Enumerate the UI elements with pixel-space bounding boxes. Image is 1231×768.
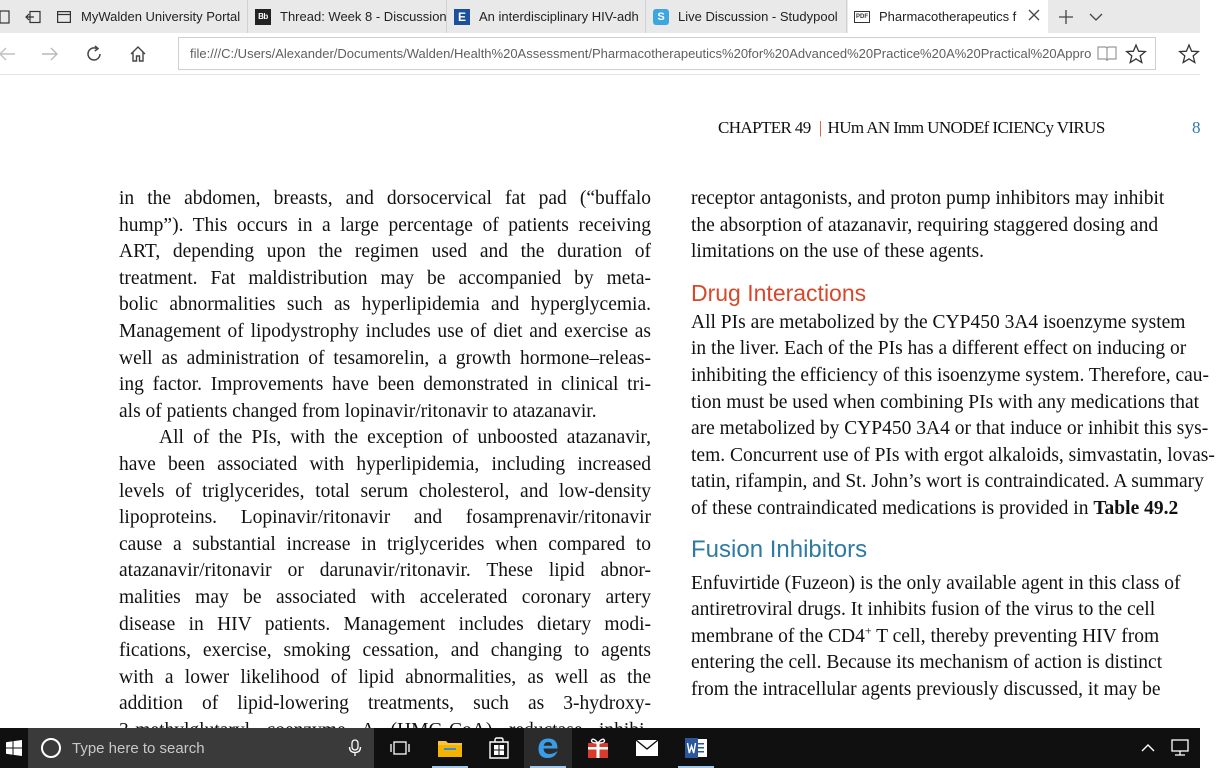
text-line: with a lower likelihood of lipid abnormalities, as well as the	[119, 666, 651, 688]
chapter-number: CHAPTER 49	[718, 118, 811, 137]
set-aside-tabs-icon[interactable]	[22, 0, 44, 33]
text-line: addition of lipid-lowering treatments, such as 3-hydroxy-	[119, 693, 651, 715]
e-icon: E	[454, 9, 470, 25]
tab-title: An interdisciplinary HIV-adh	[479, 9, 639, 24]
chevron-up-icon[interactable]	[1140, 740, 1156, 756]
text-line: malities may be associated with accelerated coronary artery	[119, 586, 651, 608]
pdf-icon: PDF	[854, 11, 870, 23]
text-line: are metabolized by CYP450 3A4 or that induce or inhibit this sys-	[691, 418, 1209, 440]
tab-title: Live Discussion - Studypool	[678, 9, 838, 24]
url-text[interactable]: file:///C:/Users/Alexander/Documents/Walden/Health%20Assessment/Pharmacotherapeutics%20for%20Advanced%20Practice%20A%20Practical%20Appro	[190, 46, 1092, 61]
address-bar[interactable]	[178, 37, 1156, 70]
text-line: All PIs are metabolized by the CYP450 3A4 isoenzyme system	[691, 311, 1186, 333]
text-line: have been associated with hyperlipidemia, including increased	[119, 453, 651, 475]
text-line: entering the cell. Because its mechanism of action is distinct	[691, 652, 1163, 674]
navigation-bar	[0, 33, 1200, 75]
left-column	[119, 186, 651, 744]
text-line: atazanavir/ritonavir or darunavir/ritonavir. These lipid abnor-	[119, 560, 651, 582]
word-icon[interactable]	[672, 728, 720, 768]
task-view-icon[interactable]	[376, 728, 424, 768]
text-line	[691, 624, 1231, 651]
text-line: the absorption of atazanavir, requiring staggered dosing and	[691, 214, 1159, 236]
table-reference-link[interactable]: Table 49.2	[1093, 497, 1179, 519]
favorites-hub-icon[interactable]	[1178, 43, 1200, 65]
text-line: lipoproteins. Lopinavir/ritonavir and fosamprenavir/ritonavir	[119, 507, 651, 529]
text-line: bolic abnormalities such as hyperlipidemia and hyperglycemia.	[119, 294, 651, 316]
text-line: ing factor. Improvements have been demonstrated in clinical tri-	[119, 374, 651, 396]
text-line: from the intracellular agents previously discussed, it may be	[691, 678, 1161, 700]
refresh-button[interactable]	[77, 38, 111, 70]
text-line: antiretroviral drugs. It inhibits fusion of the virus to the cell	[691, 599, 1156, 621]
text-line: tion must be used when combining PIs with any medications that	[691, 391, 1200, 413]
file-explorer-icon[interactable]	[426, 728, 474, 768]
tab-preview-icon[interactable]	[0, 0, 16, 33]
text-line: receptor antagonists, and proton pump inhibitors may inhibit	[691, 188, 1165, 209]
text-line: hump”). This occurs in a large percentage of patients receiving	[119, 214, 651, 236]
store-icon[interactable]	[475, 728, 523, 768]
new-tab-button[interactable]	[1052, 0, 1080, 33]
search-placeholder[interactable]: Type here to search	[72, 740, 205, 757]
page-icon	[56, 9, 72, 25]
tab-thread-week8[interactable]	[249, 0, 447, 33]
home-button[interactable]	[121, 38, 155, 70]
text-line: treatment. Fat maldistribution may be accompanied by meta-	[119, 267, 651, 289]
text-line: limitations on the use of these agents.	[691, 241, 984, 263]
text-line	[691, 496, 1231, 523]
taskbar-search-box[interactable]	[28, 728, 374, 768]
taskbar	[0, 728, 1200, 768]
text-line: fications, exercise, smoking cessation, and changing to agents	[119, 640, 651, 662]
close-tab-icon[interactable]	[1028, 8, 1040, 24]
gift-icon[interactable]	[574, 728, 622, 768]
text-line: tem. Concurrent use of PIs with ergot alkaloids, simvastatin, lovas-	[691, 444, 1215, 466]
text-line: Enfuvirtide (Fuzeon) is the only available agent in this class of	[691, 572, 1181, 594]
windows-start-icon[interactable]	[0, 728, 28, 768]
text-line: als of patients changed from lopinavir/ritonavir to atazanavir.	[119, 400, 597, 422]
text-line: ART, depending upon the regimen used and the duration of	[119, 241, 651, 263]
drug-interactions-heading: Drug Interactions	[691, 279, 867, 306]
text-line: in the liver. Each of the PIs has a different effect on inducing or	[691, 338, 1187, 360]
text-line: levels of triglycerides, total serum cholesterol, and low-density	[119, 480, 651, 502]
running-head-separator: |	[818, 118, 822, 137]
tab-pharmacotherapeutics[interactable]	[848, 0, 1048, 33]
tab-studypool[interactable]	[647, 0, 847, 33]
tab-title: MyWalden University Portal	[81, 9, 241, 24]
pdf-viewer[interactable]	[0, 76, 1215, 728]
text-line: Management of lipodystrophy includes use of diet and exercise as	[119, 320, 651, 342]
tab-strip	[0, 0, 1200, 33]
text-line: well as administration of tesamorelin, a growth hormone–releas-	[119, 347, 651, 369]
chevron-down-icon[interactable]	[1082, 0, 1110, 33]
microphone-icon[interactable]	[348, 739, 362, 757]
favorite-star-icon[interactable]	[1125, 44, 1147, 64]
text-line: All of the PIs, with the exception of unboosted atazanavir,	[159, 427, 651, 449]
right-column	[691, 186, 1231, 704]
network-icon[interactable]	[1160, 728, 1200, 768]
text-line: in the abdomen, breasts, and dorsocervical fat pad (“buffalo	[119, 188, 651, 209]
tab-title: Pharmacotherapeutics f	[879, 9, 1017, 24]
studypool-icon: S	[653, 9, 669, 25]
blackboard-icon: Bb	[255, 9, 271, 25]
page-number: 8	[1192, 118, 1201, 137]
cortana-icon[interactable]	[41, 738, 61, 758]
text-fragment: membrane of the CD4	[691, 625, 865, 647]
tab-hiv-article[interactable]	[448, 0, 646, 33]
edge-icon[interactable]	[524, 728, 572, 768]
fusion-inhibitors-heading: Fusion Inhibitors	[691, 535, 868, 563]
text-line: inhibiting the efficiency of this isoenzyme system. Therefore, cau-	[691, 364, 1210, 386]
chapter-title: HUm AN Imm UNODEf ICIENCy VIRUS	[827, 118, 1105, 137]
text-line: cause a substantial increase in triglycerides when compared to	[119, 533, 651, 555]
text-fragment: T cell, thereby preventing HIV from	[871, 625, 1160, 647]
text-line: disease in HIV patients. Management includes dietary modi-	[119, 613, 651, 635]
text-fragment: of these contraindicated medications is provided in	[691, 497, 1094, 519]
mail-icon[interactable]	[623, 728, 671, 768]
back-button[interactable]	[0, 38, 24, 70]
reading-view-icon[interactable]	[1097, 45, 1117, 63]
text-line: tatin, rifampin, and St. John’s wort is contraindicated. A summary	[691, 471, 1204, 493]
superscript: +	[864, 623, 872, 638]
tab-title: Thread: Week 8 - Discussion	[280, 9, 447, 24]
forward-button[interactable]	[33, 38, 67, 70]
tab-mywalden[interactable]	[50, 0, 248, 33]
running-head	[718, 118, 1201, 138]
